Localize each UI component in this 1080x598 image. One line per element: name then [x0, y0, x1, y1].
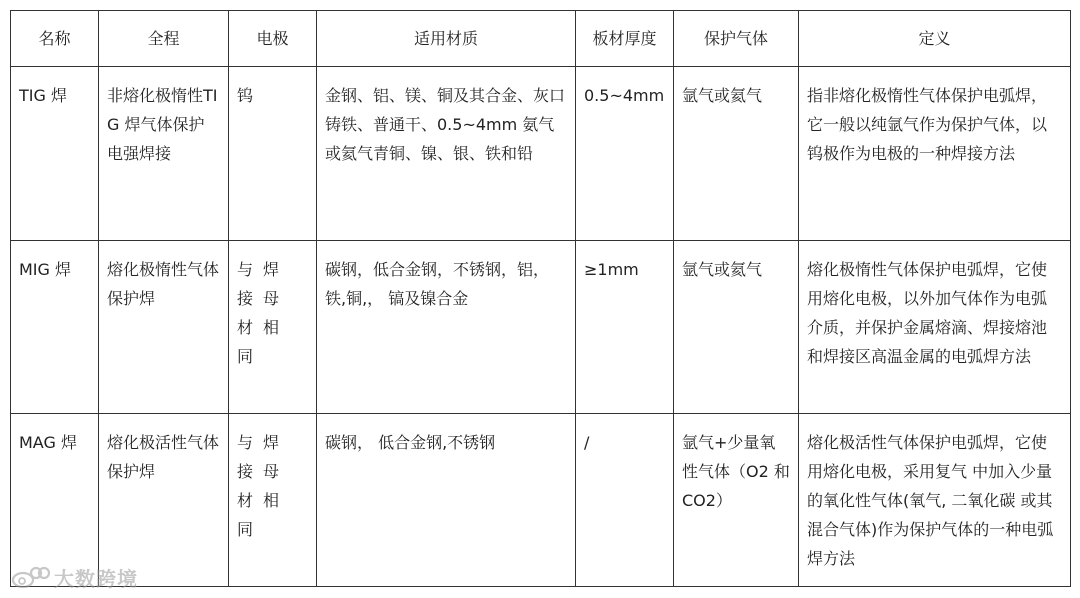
header-electrode: 电极 — [229, 11, 317, 67]
cell-name: MAG 焊 — [11, 414, 99, 587]
cell-thickness: ≥1mm — [576, 241, 674, 414]
cell-thickness: 0.5~4mm — [576, 67, 674, 241]
cell-name: MIG 焊 — [11, 241, 99, 414]
cell-full-name: 熔化极活性气体保护焊 — [99, 414, 229, 587]
cell-full-name: 熔化极惰性气体保护焊 — [99, 241, 229, 414]
header-definition: 定义 — [799, 11, 1071, 67]
cell-full-name: 非熔化极惰性TIG 焊气体保护电强焊接 — [99, 67, 229, 241]
header-thickness: 板材厚度 — [576, 11, 674, 67]
header-shielding-gas: 保护气体 — [674, 11, 799, 67]
cell-electrode: 钨 — [229, 67, 317, 241]
cell-materials: 金钢、铝、镁、铜及其合金、灰口铸铁、普通干、0.5~4mm 氨气或氦气青铜、镍、银、铁和铅 — [317, 67, 576, 241]
cell-name: TIG 焊 — [11, 67, 99, 241]
table-row — [11, 67, 1071, 241]
table-row — [11, 241, 1071, 414]
cell-electrode: 与焊接母材相同 — [229, 414, 317, 587]
watermark-text: 大数跨境 — [54, 566, 138, 591]
cell-shielding-gas: 氩气+少量氧性气体（O2 和 CO2） — [674, 414, 799, 587]
table-row — [11, 414, 1071, 587]
watermark — [10, 563, 138, 591]
cell-definition: 熔化极惰性气体保护电弧焊，它使用熔化电极，以外加气体作为电弧 介质，并保护金属熔滴、焊接熔池和焊接区高温金属的电弧焊方法 — [799, 241, 1071, 414]
header-row — [11, 11, 1071, 67]
cell-definition: 熔化极活性气体保护电弧焊，它使用熔化电极，采用复气 中加入少量的氧化性气体(氧气, 二氧化碳 或其混合气体)作为保护气体的一种电弧焊方法 — [799, 414, 1071, 587]
cell-electrode: 与焊接母材相同 — [229, 241, 317, 414]
header-materials: 适用材质 — [317, 11, 576, 67]
cell-shielding-gas: 氩气或氦气 — [674, 241, 799, 414]
header-name: 名称 — [11, 11, 99, 67]
weibo-logo-icon — [10, 564, 50, 590]
cell-materials: 碳钢， 低合金钢,不锈钢 — [317, 414, 576, 587]
welding-comparison-table — [10, 10, 1071, 587]
cell-materials: 碳钢，低合金钢，不锈钢，铝，铁,铜,， 镐及镍合金 — [317, 241, 576, 414]
cell-thickness: / — [576, 414, 674, 587]
cell-definition: 指非熔化极惰性气体保护电弧焊，它一般以纯氩气作为保护气体，以钨极作为电极的一种焊接方法 — [799, 67, 1071, 241]
cell-shielding-gas: 氩气或氦气 — [674, 67, 799, 241]
header-full-name: 全程 — [99, 11, 229, 67]
